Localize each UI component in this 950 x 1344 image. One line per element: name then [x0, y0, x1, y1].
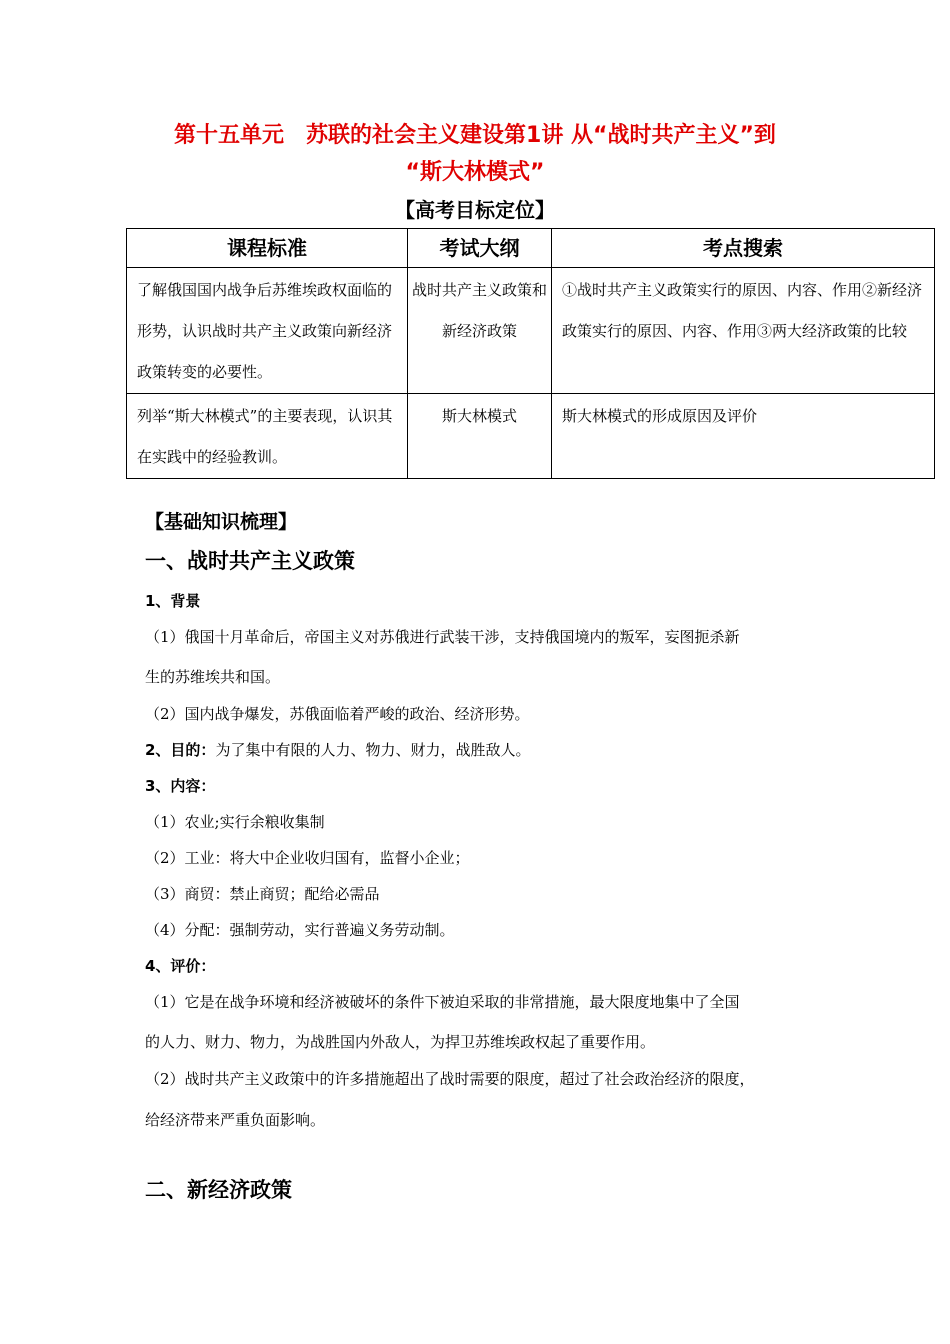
column-header-points: 考点搜索 [552, 229, 935, 268]
cell-standard: 了解俄国国内战争后苏维埃政权面临的形势，认识战时共产主义政策向新经济政策转变的必要性。 [127, 268, 408, 394]
content-item-2: （2）工业：将大中企业收归国有，监督小企业； [145, 849, 470, 867]
evaluation-item-2b: 给经济带来严重负面影响。 [145, 1111, 326, 1129]
evaluation-item-1a: （1）它是在战争环境和经济被破坏的条件下被迫采取的非常措施，最大限度地集中了全国 [145, 993, 740, 1011]
background-item-2: （2）国内战争爆发，苏俄面临着严峻的政治、经济形势。 [145, 705, 530, 723]
content-item-4: （4）分配：强制劳动，实行普遍义务劳动制。 [145, 921, 455, 939]
purpose-line [145, 739, 530, 761]
content-item-1: （1）农业;实行余粮收集制 [145, 813, 325, 831]
table-row [127, 394, 935, 479]
evaluation-item-1b: 的人力、财力、物力，为战胜国内外敌人，为捍卫苏维埃政权起了重要作用。 [145, 1033, 656, 1051]
background-item-1a: （1）俄国十月革命后，帝国主义对苏俄进行武装干涉，支持俄国境内的叛军，妄图扼杀新 [145, 628, 740, 646]
section1-heading: 一、战时共产主义政策 [145, 549, 355, 573]
evaluation-item-2a: （2）战时共产主义政策中的许多措施超出了战时需要的限度，超过了社会政治经济的限度， [145, 1070, 755, 1088]
purpose-text: 为了集中有限的人力、物力、财力，战胜敌人。 [215, 741, 531, 759]
cell-points: 斯大林模式的形成原因及评价 [552, 394, 935, 479]
column-header-standard: 课程标准 [127, 229, 408, 268]
exam-goal-table [126, 228, 935, 479]
cell-standard: 列举“斯大林模式”的主要表现，认识其在实践中的经验教训。 [127, 394, 408, 479]
cell-syllabus: 战时共产主义政策和新经济政策 [408, 268, 552, 394]
section2-heading: 二、新经济政策 [145, 1178, 292, 1202]
table-row [127, 268, 935, 394]
goal-heading: 【高考目标定位】 [395, 198, 555, 222]
table-header-row [127, 229, 935, 268]
document-title-line2: “斯大林模式” [405, 160, 545, 185]
column-header-syllabus: 考试大纲 [408, 229, 552, 268]
content-label: 3、内容： [145, 777, 216, 795]
background-label: 1、背景 [145, 592, 201, 610]
purpose-label: 2、目的： [145, 741, 216, 759]
document-title-line1: 第十五单元 苏联的社会主义建设第1讲 从“战时共产主义”到 [174, 123, 776, 148]
cell-syllabus: 斯大林模式 [408, 394, 552, 479]
knowledge-heading: 【基础知识梳理】 [145, 511, 298, 533]
background-item-1b: 生的苏维埃共和国。 [145, 668, 281, 686]
cell-points: ①战时共产主义政策实行的原因、内容、作用②新经济政策实行的原因、内容、作用③两大经济政策的比较 [552, 268, 935, 394]
evaluation-label: 4、评价： [145, 957, 216, 975]
content-item-3: （3）商贸：禁止商贸；配给必需品 [145, 885, 380, 903]
